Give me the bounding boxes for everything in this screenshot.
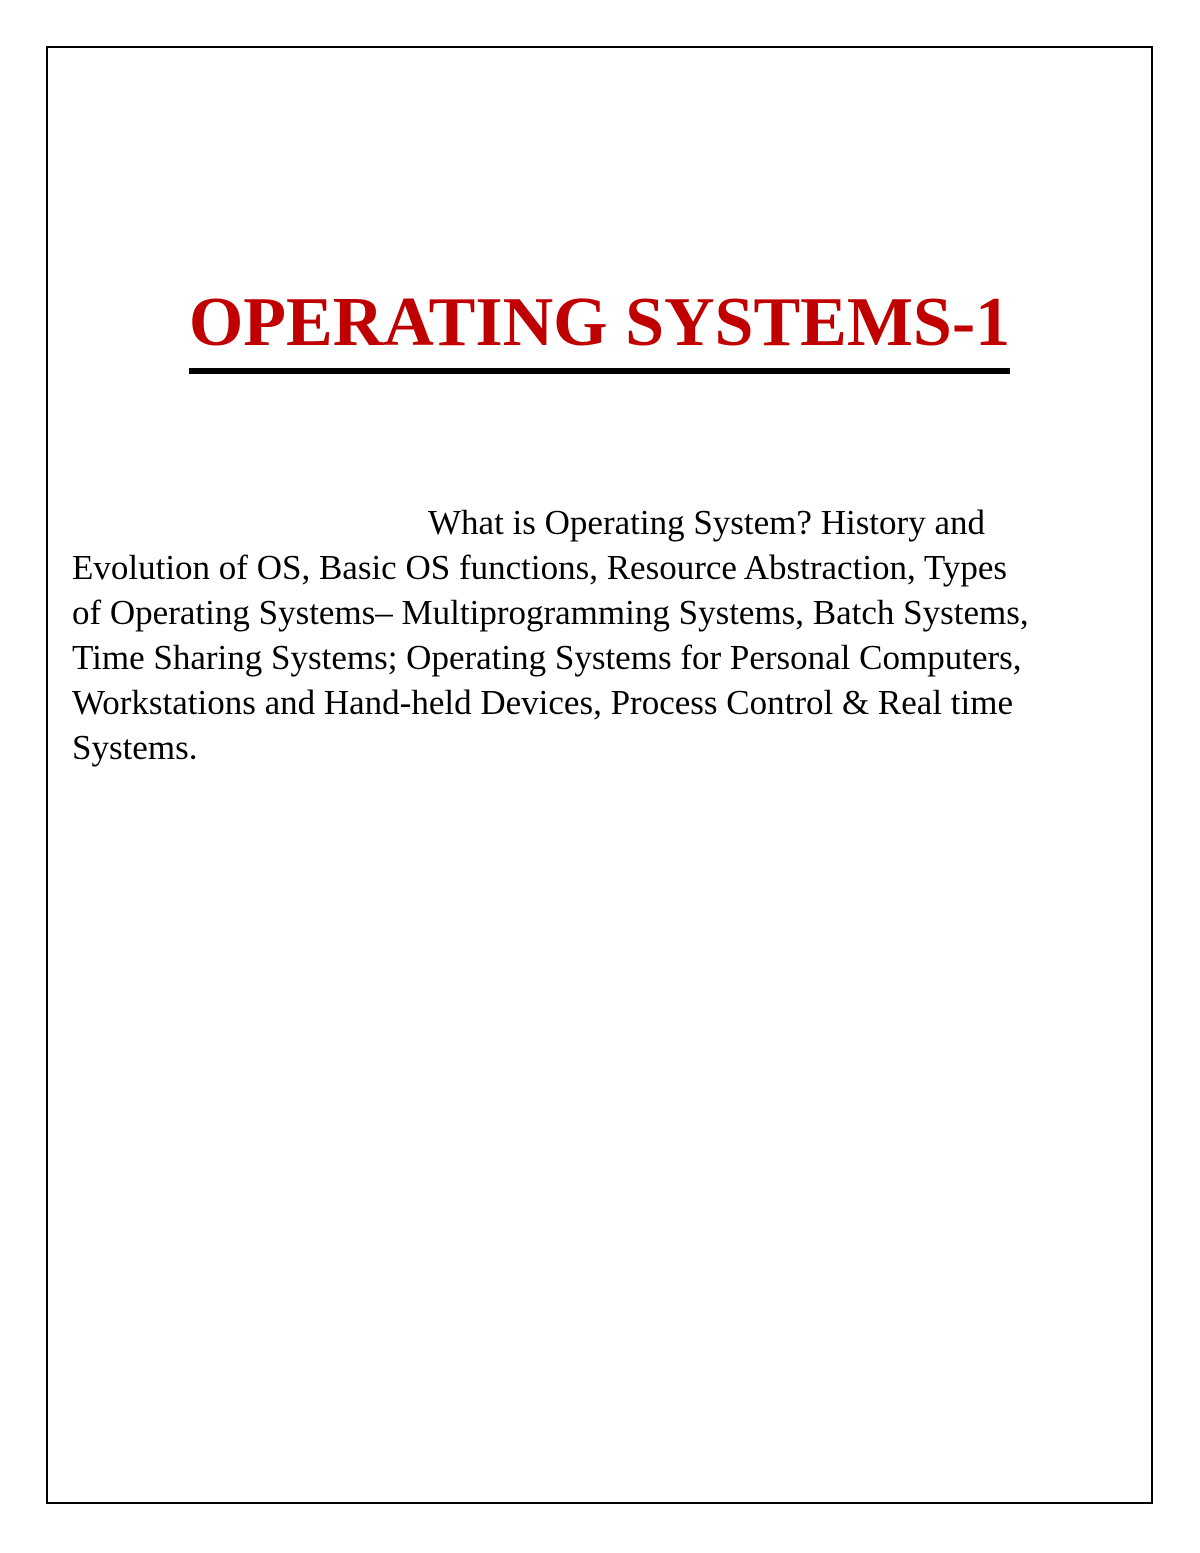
body-line-4: Time Sharing Systems; Operating Systems for Personal Computers, (72, 638, 1022, 677)
body-line-1: What is Operating System? History and (428, 503, 985, 542)
page-frame (46, 46, 1153, 1504)
title-container (48, 284, 1151, 374)
body-line-2: Evolution of OS, Basic OS functions, Resource Abstraction, Types (72, 548, 1008, 587)
syllabus-paragraph (72, 500, 1144, 770)
document-title: OPERATING SYSTEMS-1 (189, 288, 1010, 374)
body-line-6: Systems. (72, 728, 198, 767)
body-line-3: of Operating Systems– Multiprogramming Systems, Batch Systems, (72, 593, 1029, 632)
body-line-5: Workstations and Hand-held Devices, Process Control & Real time (72, 683, 1014, 722)
